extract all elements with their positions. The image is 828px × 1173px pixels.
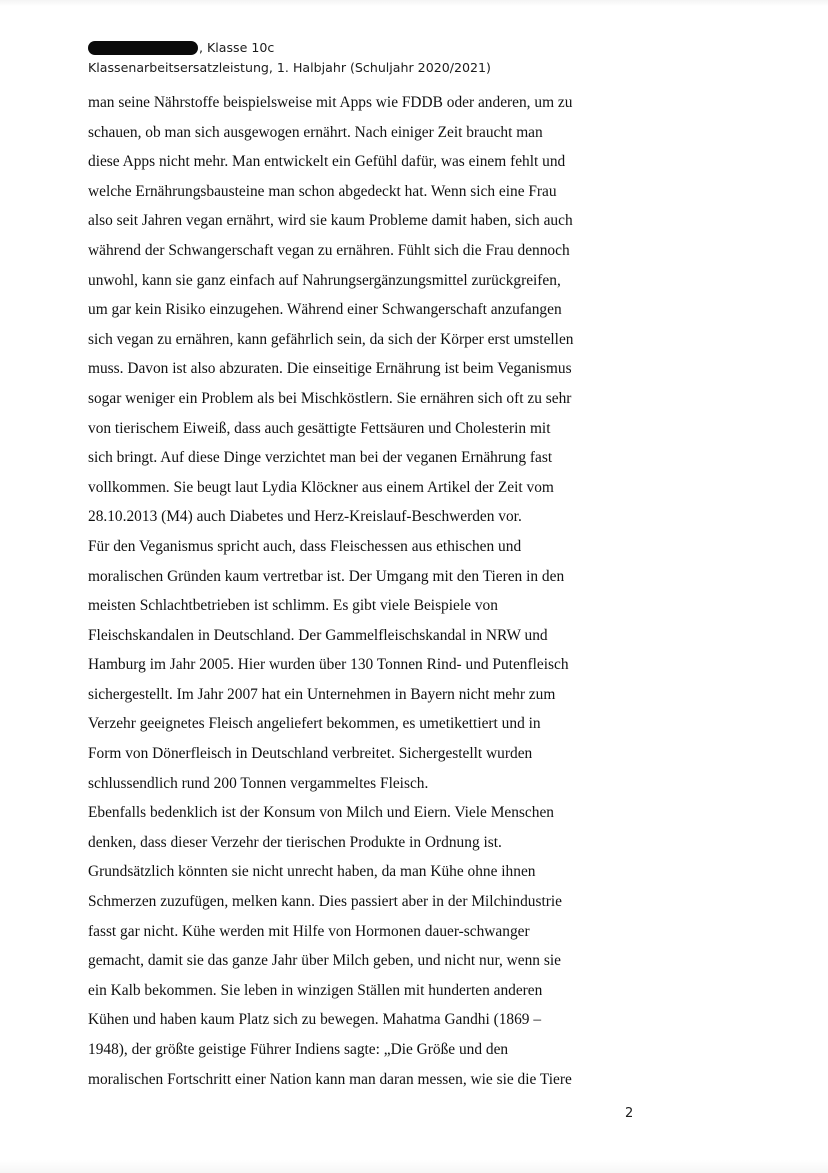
body-line: man seine Nährstoffe beispielsweise mit Apps wie FDDB oder anderen, um zu	[88, 94, 573, 111]
redacted-name	[88, 41, 198, 55]
body-line: Grundsätzlich könnten sie nicht unrecht haben, da man Kühe ohne ihnen	[88, 863, 536, 881]
body-line: Verzehr geeignetes Fleisch angeliefert bekommen, es umetikettiert und in	[88, 715, 541, 733]
body-line: gemacht, damit sie das ganze Jahr über Milch geben, und nicht nur, wenn sie	[88, 952, 561, 970]
body-line: ein Kalb bekommen. Sie leben in winzigen Ställen mit hunderten anderen	[88, 981, 543, 999]
body-line: 1948), der größte geistige Führer Indiens sagte: „Die Größe und den	[88, 1041, 509, 1058]
body-line: um gar kein Risiko einzugehen. Während einer Schwangerschaft anzufangen	[88, 301, 562, 319]
body-line: während der Schwangerschaft vegan zu ernähren. Fühlt sich die Frau dennoch	[88, 241, 570, 259]
body-line: Schmerzen zuzufügen, melken kann. Dies passiert aber in der Milchindustrie	[88, 893, 562, 911]
body-line: Für den Veganismus spricht auch, dass Fleischessen aus ethischen und	[88, 537, 522, 555]
body-line: sich vegan zu ernähren, kann gefährlich sein, da sich der Körper erst umstellen	[88, 330, 574, 348]
body-line: sogar weniger ein Problem als bei Mischköstlern. Sie ernähren sich oft zu sehr	[88, 389, 572, 407]
body-text	[88, 88, 648, 1094]
body-line: welche Ernährungsbausteine man schon abgedeckt hat. Wenn sich eine Frau	[88, 182, 557, 200]
body-line: Hamburg im Jahr 2005. Hier wurden über 130 Tonnen Rind- und Putenfleisch	[88, 656, 569, 674]
body-line: Ebenfalls bedenklich ist der Konsum von Milch und Eiern. Viele Menschen	[88, 804, 554, 822]
body-line: sichergestellt. Im Jahr 2007 hat ein Unternehmen in Bayern nicht mehr zum	[88, 685, 556, 703]
page-number: 2	[625, 1106, 634, 1121]
body-line: Fleischskandalen in Deutschland. Der Gammelfleischskandal in NRW und	[88, 626, 548, 644]
body-line: moralischen Fortschritt einer Nation kann man daran messen, wie sie die Tiere	[88, 1070, 572, 1088]
body-line: sich bringt. Auf diese Dinge verzichtet man bei der veganen Ernährung fast	[88, 449, 553, 467]
body-line: Kühen und haben kaum Platz sich zu bewegen. Mahatma Gandhi (1869 –	[88, 1011, 542, 1029]
body-line: fasst gar nicht. Kühe werden mit Hilfe von Hormonen dauer-schwanger	[88, 922, 530, 940]
body-line: meisten Schlachtbetrieben ist schlimm. Es gibt viele Beispiele von	[88, 597, 498, 615]
header-name-line	[88, 38, 491, 58]
body-line: muss. Davon ist also abzuraten. Die einseitige Ernährung ist beim Veganismus	[88, 360, 572, 378]
document-header	[88, 38, 491, 78]
body-line: denken, dass dieser Verzehr der tierischen Produkte in Ordnung ist.	[88, 833, 502, 851]
body-line: also seit Jahren vegan ernährt, wird sie kaum Probleme damit haben, sich auch	[88, 212, 573, 230]
body-line: diese Apps nicht mehr. Man entwickelt ein Gefühl dafür, was einem fehlt und	[88, 153, 566, 171]
body-line: Form von Dönerfleisch in Deutschland verbreitet. Sichergestellt wurden	[88, 745, 533, 763]
body-line: 28.10.2013 (M4) auch Diabetes und Herz-Kreislauf-Beschwerden vor.	[88, 508, 522, 526]
body-line: unwohl, kann sie ganz einfach auf Nahrungsergänzungsmittel zurückgreifen,	[88, 271, 561, 289]
body-line: von tierischem Eiweiß, dass auch gesättigte Fettsäuren und Cholesterin mit	[88, 419, 551, 437]
body-line: schauen, ob man sich ausgewogen ernährt. Nach einiger Zeit braucht man	[88, 123, 543, 141]
class-label: , Klasse 10c	[199, 40, 275, 55]
body-line: schlussendlich rund 200 Tonnen vergammeltes Fleisch.	[88, 774, 429, 792]
body-line: moralischen Gründen kaum vertretbar ist. Der Umgang mit den Tieren in den	[88, 567, 565, 585]
assignment-title: Klassenarbeitsersatzleistung, 1. Halbjahr (Schuljahr 2020/2021)	[88, 60, 491, 75]
body-line: vollkommen. Sie beugt laut Lydia Klöckner aus einem Artikel der Zeit vom	[88, 478, 554, 496]
